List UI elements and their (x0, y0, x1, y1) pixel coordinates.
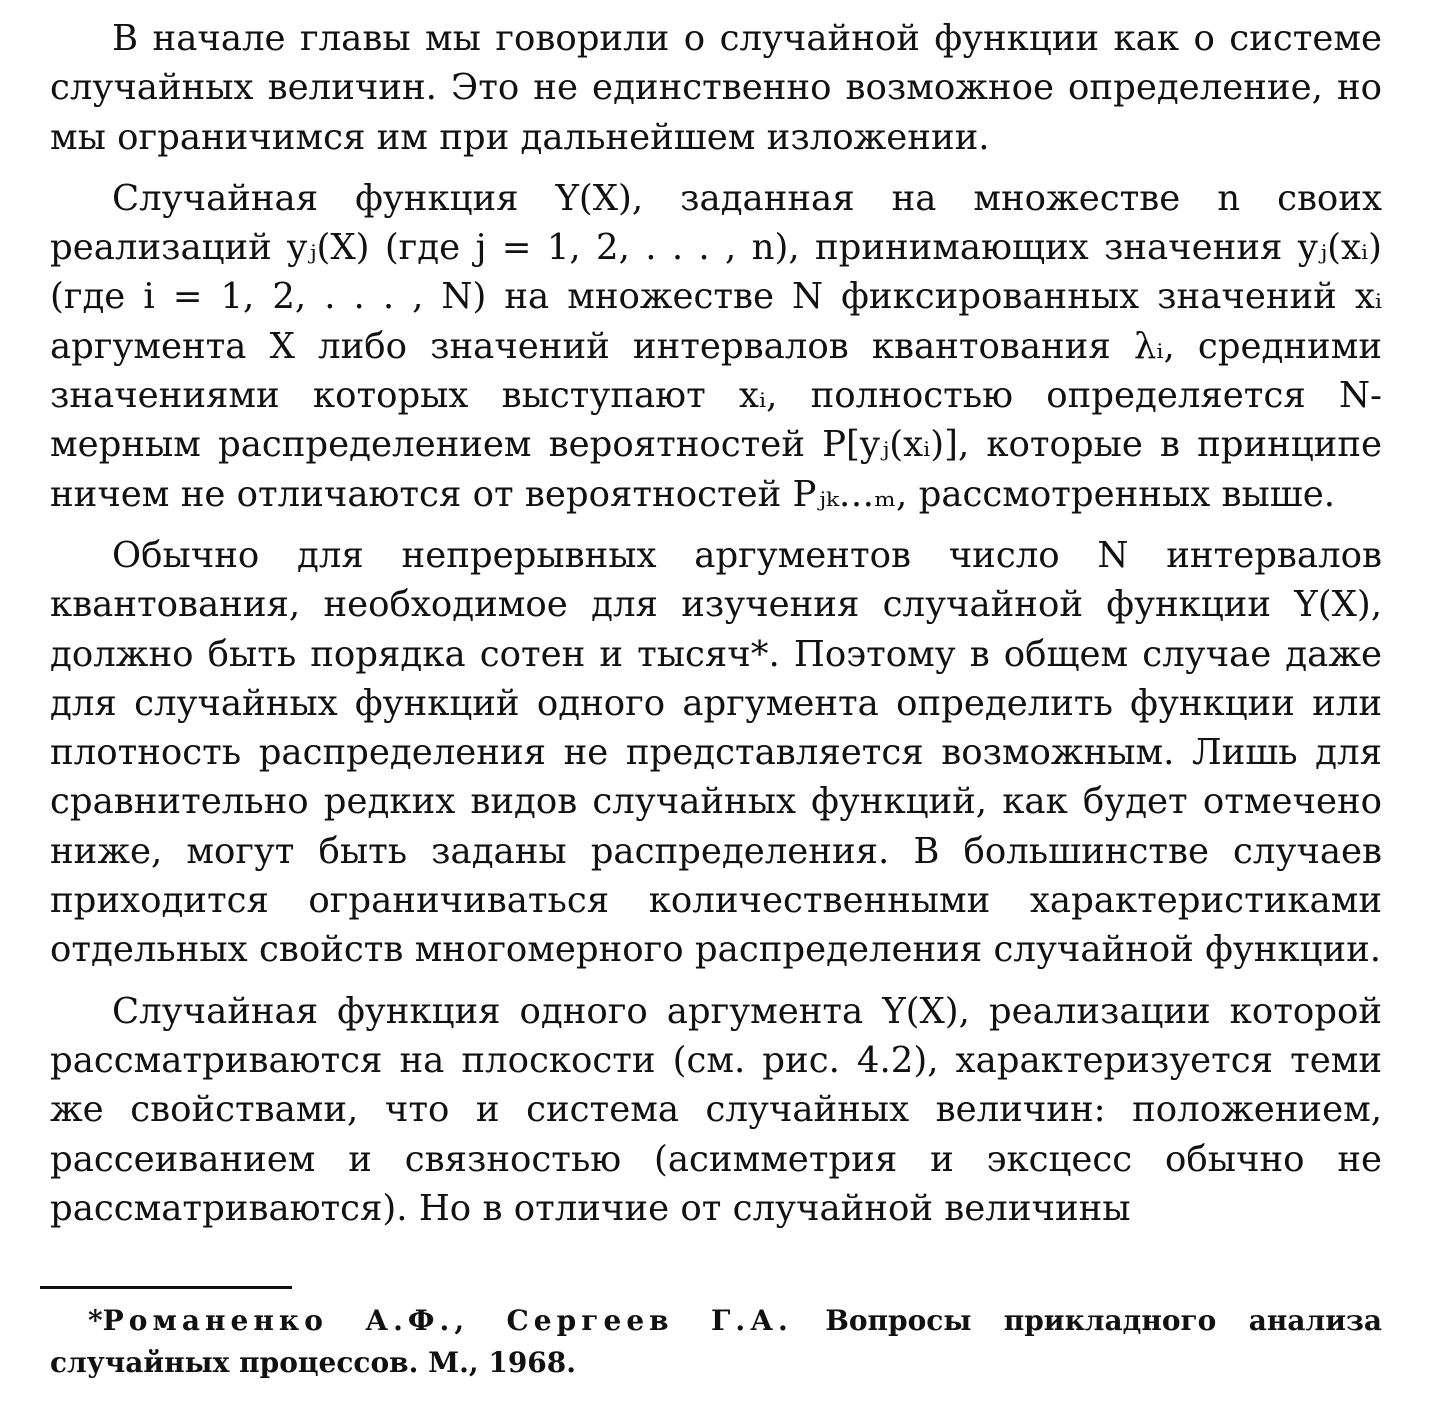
footnote-divider (40, 1286, 292, 1289)
footnote-marker: * (88, 1304, 103, 1337)
footnote (50, 1300, 1382, 1384)
paragraph-3: Обычно для непрерывных аргументов число N интервалов квантования, необходимое для изучения случайной функции Y(X), должно быть порядка сотен и тысяч*. Поэтому в общем случае даже для случайных функций одного аргумента определить функции или плотность распределения не представляется возможным. Лишь для сравнительно редких видов случайных функций, как будет отмечено ниже, могут быть заданы распределения. В большинстве случаев приходится ограничиваться количественными характеристиками отдельных свойств многомерного распределения случайной функции. (50, 534, 1382, 971)
paragraph-1: В начале главы мы говорили о случайной функции как о системе случайных величин. Это не единственно возможное определение, но мы ограничимся им при дальнейшем изложении. (50, 18, 1382, 158)
paragraph-4: Случайная функция одного аргумента Y(X), реализации которой рассматриваются на плоскости (см. рис. 4.2), характеризуется теми же свойствами, что и система случайных величин: положением, рассеиванием и связностью (асимметрия и эксцесс обычно не рассматриваются). Но в отличие от случайной величины (50, 990, 1382, 1229)
paragraph-2: Случайная функция Y(X), заданная на множестве n своих реализаций yⱼ(X) (где j = 1, 2, . . . , n), принимающих значения yⱼ(xᵢ) (где i = 1, 2, . . . , N) на множестве N фиксированных значений xᵢ аргумента X либо значений интервалов квантования λᵢ, средними значениями которых выступают xᵢ, полностью определяется N-мерным распределением вероятностей P[yⱼ(xᵢ)], которые в принципе ничем не отличаются от вероятностей Pⱼₖ…ₘ, рассмотренных выше. (50, 177, 1382, 515)
footnote-text: Вопросы прикладного анализа случайных процессов. М., 1968. (50, 1304, 1382, 1379)
page-body (50, 14, 1382, 1233)
footnote-authors: Романенко А.Ф., Сергеев Г.А. (102, 1304, 793, 1337)
